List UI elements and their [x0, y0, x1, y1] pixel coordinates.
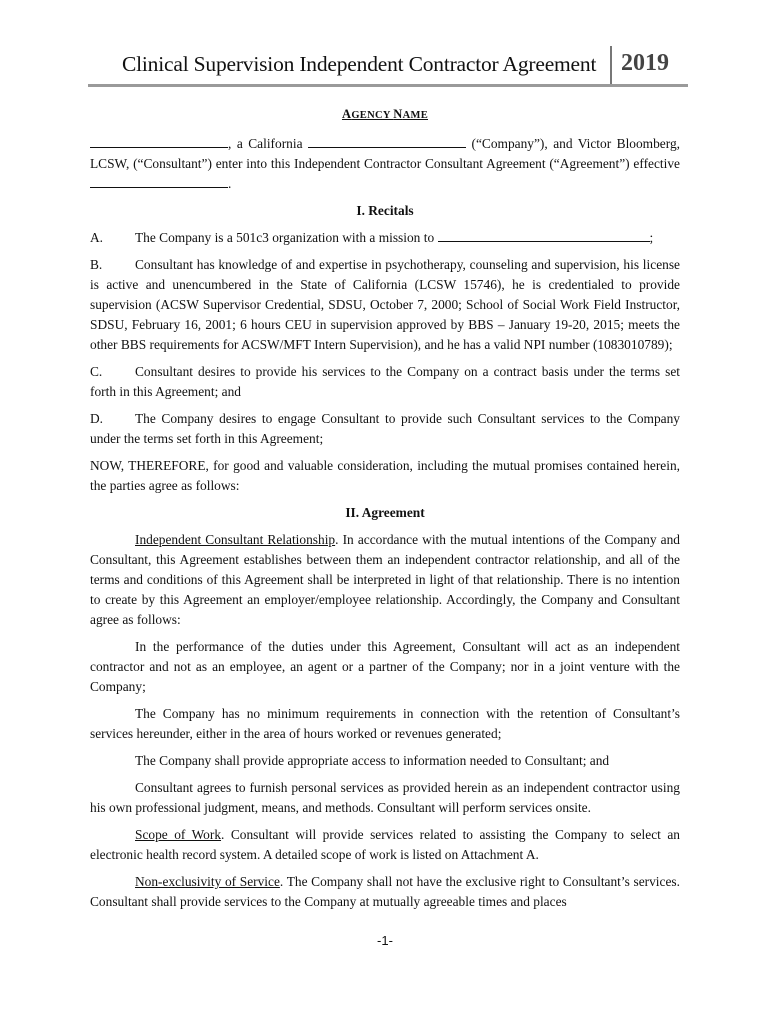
document-body	[90, 104, 680, 919]
clause-access-information: The Company shall provide appropriate access to information needed to Consultant; and	[135, 753, 610, 768]
mission-blank[interactable]	[438, 228, 650, 242]
recital-c: C. Consultant desires to provide his services to the Company on a contract basis under the terms set forth in this Agreement; and	[90, 364, 680, 399]
independent-relationship-paragraph: Independent Consultant Relationship. In accordance with the mutual intentions of the Company and Consultant, this Agreement establishes between them an independent contractor relationship, and all of the terms and conditions of this Agreement shall be interpreted in light of that relationship. There is no intention to create by this Agreement an employer/employee relationship. Accordingly, the Company and Consultant agree as follows:	[90, 532, 680, 627]
agreement-heading: II. Agreement	[345, 505, 425, 520]
recital-a: A. The Company is a 501c3 organization with a mission to ;	[90, 230, 654, 245]
header-divider	[610, 46, 612, 84]
independent-relationship-title: Independent Consultant Relationship	[135, 532, 336, 547]
clause-no-minimum: The Company has no minimum requirements in connection with the retention of Consultant’s services hereunder, either in the area of hours worked or revenues generated;	[90, 706, 680, 741]
agency-name-blank[interactable]	[90, 134, 228, 148]
page-number: -1-	[377, 933, 393, 948]
document-year: 2019	[621, 50, 669, 76]
intro-paragraph: , a California (“Company”), and Victor Bloomberg, LCSW, (“Consultant”) enter into this Independent Contractor Consultant Agreement (“Agreement”) effective .	[90, 136, 680, 191]
clause-independent-contractor: In the performance of the duties under this Agreement, Consultant will act as an independent contractor and not as an employee, an agent or a partner of the Company; nor in a joint venture with the Company;	[90, 639, 680, 694]
non-exclusivity-paragraph: Non-exclusivity of Service. The Company shall not have the exclusive right to Consultant’s services. Consultant shall provide services to the Company at mutually agreeable times and places	[90, 874, 680, 909]
effective-date-blank[interactable]	[90, 174, 228, 188]
non-exclusivity-title: Non-exclusivity of Service	[135, 874, 280, 889]
now-therefore-paragraph: NOW, THEREFORE, for good and valuable consideration, including the mutual promises contained herein, the parties agree as follows:	[90, 458, 680, 493]
header-rule	[88, 84, 688, 87]
recitals-heading: I. Recitals	[356, 203, 414, 218]
page-header	[88, 42, 688, 86]
document-title: Clinical Supervision Independent Contractor Agreement	[122, 52, 597, 76]
recital-d: D. The Company desires to engage Consultant to provide such Consultant services to the Company under the terms set forth in this Agreement;	[90, 411, 680, 446]
scope-of-work-title: Scope of Work	[135, 827, 222, 842]
scope-of-work-paragraph: Scope of Work. Consultant will provide services related to assisting the Company to select an electronic health record system. A detailed scope of work is listed on Attachment A.	[90, 827, 680, 862]
entity-type-blank[interactable]	[308, 134, 466, 148]
agency-name: AGENCY NAME	[341, 107, 429, 121]
recital-b: B. Consultant has knowledge of and expertise in psychotherapy, counseling and supervision, his license is active and unencumbered in the State of California (LCSW 15746), he is credentialed to provide supervision (ACSW Supervisor Credential, SDSU, October 7, 2000; School of Social Work Field Instructor, SDSU, February 16, 2001; 6 hours CEU in supervision approved by BBS – January 19-20, 2015; meets the other BBS requirements for ACSW/MFT Intern Supervision), and he has a valid NPI number (1083010789);	[90, 257, 680, 352]
clause-personal-services: Consultant agrees to furnish personal services as provided herein as an independent contractor using his own professional judgment, means, and methods. Consultant will perform services onsite.	[90, 780, 680, 815]
